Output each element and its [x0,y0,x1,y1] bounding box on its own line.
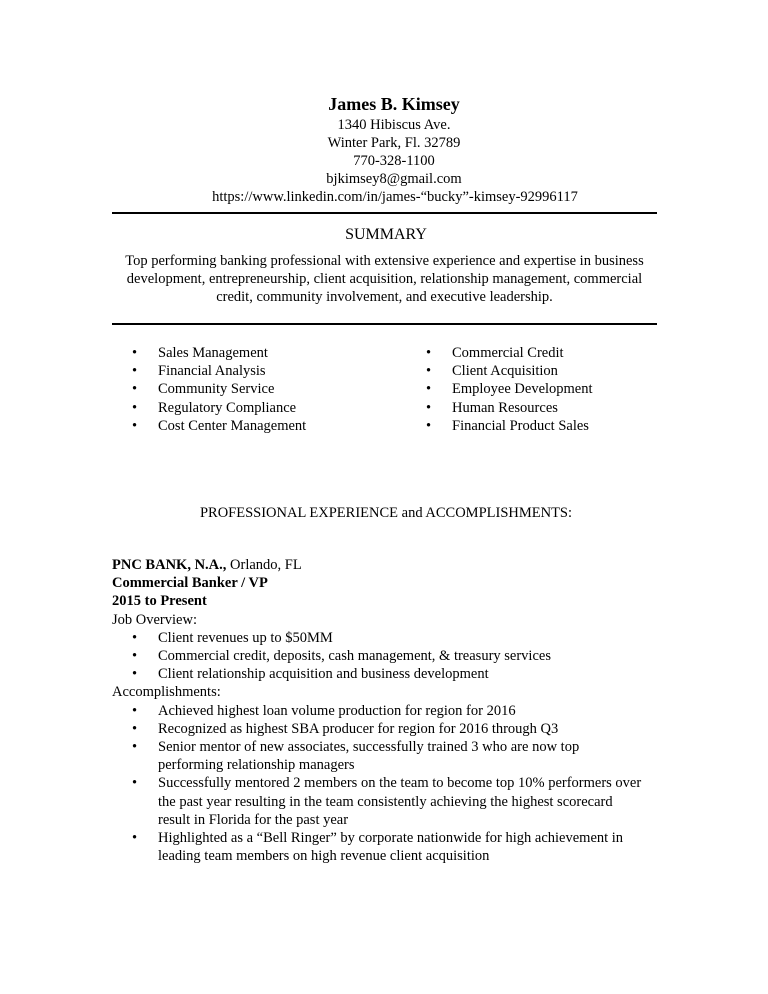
list-item [132,647,657,665]
bullet-icon: • [132,629,138,646]
bullet-icon: • [132,399,138,416]
skill-item [426,399,593,417]
skill-item [132,380,306,398]
skill-item [426,362,593,380]
skill-label: Sales Management [158,345,268,361]
skill-item [132,362,306,380]
list-item [132,738,608,774]
bullet-icon: • [426,417,432,434]
list-item [132,829,653,865]
skill-label: Financial Product Sales [452,417,589,434]
bullet-icon: • [132,381,138,398]
job-dates: 2015 to Present [112,593,207,610]
skill-item [426,380,593,398]
list-item-text: Client relationship acquisition and business development [158,666,489,683]
divider-bottom [112,323,657,325]
bullet-icon: • [132,739,138,756]
linkedin-url: https://www.linkedin.com/in/james-“bucky”-kimsey-92996117 [212,189,578,205]
list-item-text: Commercial credit, deposits, cash management, & treasury services [158,648,551,665]
list-item [132,702,657,720]
list-item [132,774,648,829]
overview-label: Job Overview: [112,611,197,628]
skill-label: Regulatory Compliance [158,399,297,416]
divider-top [112,212,657,214]
overview-list [132,629,657,684]
job-entry [112,556,657,865]
bullet-icon: • [132,666,138,683]
skill-item [132,344,306,362]
address-line-1: 1340 Hibiscus Ave. [337,117,451,133]
skill-item [132,417,307,435]
skill-label: Commercial Credit [452,345,564,361]
list-item-text: Highlighted as a “Bell Ringer” by corporate nationwide for high achievement in leading team members on high revenue client acquisition [158,830,624,865]
bullet-icon: • [132,648,138,665]
job-title: Commercial Banker / VP [112,575,268,592]
bullet-icon: • [426,399,432,416]
bullet-icon: • [132,720,138,737]
skill-label: Client Acquisition [452,363,558,380]
skill-label: Financial Analysis [158,363,266,380]
list-item-text: Achieved highest loan volume production for region for 2016 [158,702,516,719]
experience-heading: PROFESSIONAL EXPERIENCE and ACCOMPLISHMENTS: [199,505,573,521]
list-item [132,665,657,683]
list-item [132,629,657,647]
list-item [132,720,657,738]
accomplishments-label: Accomplishments: [112,684,221,701]
bullet-icon: • [132,702,138,719]
skill-label: Community Service [158,381,275,398]
skill-label: Human Resources [452,399,558,416]
bullet-icon: • [426,363,432,380]
employer-name: PNC BANK, N.A., [112,557,227,573]
list-item-text: Client revenues up to $50MM [158,629,333,646]
accomplishments-list [132,702,657,866]
summary-paragraph: Top performing banking professional with extensive experience and expertise in business development, entrepreneurship, client acquisition, relationship management, commercial credit, community involvement, and executive leadership. [125,253,644,305]
skills-list-left [132,344,307,435]
list-item-text: Successfully mentored 2 members on the team to become top 10% performers over the past year resulting in the team consistently achieving the highest scorecard result in Florida for the past year [158,775,642,828]
bullet-icon: • [132,417,138,434]
bullet-icon: • [132,363,138,380]
skill-item [132,399,306,417]
email-address: bjkimsey8@gmail.com [326,171,462,187]
phone-number: 770-328-1100 [353,153,435,169]
candidate-name: James B. Kimsey [328,94,460,114]
address-line-2: Winter Park, Fl. 32789 [327,135,461,151]
employer-location: Orlando, FL [226,557,302,573]
bullet-icon: • [132,345,138,361]
bullet-icon: • [426,381,432,398]
employer-line [112,556,657,574]
skill-item [426,344,593,362]
skills-list-right [426,344,593,435]
bullet-icon: • [132,830,138,847]
list-item-text: Senior mentor of new associates, successfully trained 3 who are now top performing relationship managers [158,739,580,774]
list-item-text: Recognized as highest SBA producer for region for 2016 through Q3 [158,720,559,737]
bullet-icon: • [132,775,138,792]
skill-label: Cost Center Management [158,417,307,434]
contact-header [0,92,768,206]
skill-item [426,417,593,435]
skill-label: Employee Development [452,381,593,398]
bullet-icon: • [426,345,432,361]
summary-heading: SUMMARY [345,226,427,243]
